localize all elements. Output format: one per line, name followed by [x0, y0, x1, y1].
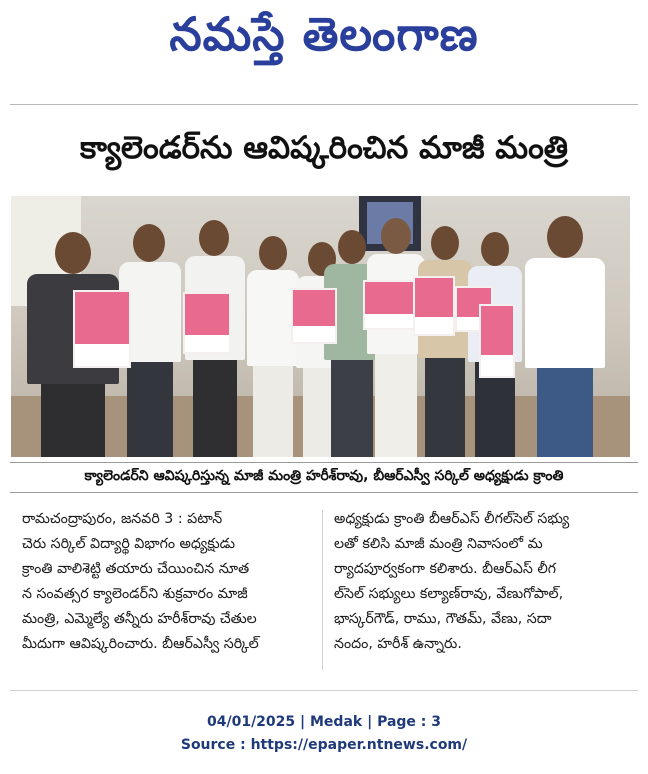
article-line: న సంవత్సర క్యాలెండర్‌ని శుక్రవారం మాజీ [22, 586, 248, 602]
article-line: అధ్యక్షుడు క్రాంతి బీఆర్‌ఎస్ లీగల్‌సెల్ సభ్యు [334, 511, 570, 527]
masthead-divider [10, 104, 638, 105]
caption-top-rule [10, 462, 638, 463]
article-headline: క్యాలెండర్‌ను ఆవిష్కరించిన మాజీ మంత్రి [79, 129, 569, 166]
photo-person [519, 216, 611, 457]
photo-calendar [183, 292, 231, 354]
photo-calendar [363, 280, 415, 330]
column-divider [322, 510, 323, 670]
article-line: ల్‌సెల్ సభ్యులు కల్యాణ్‌రావు, వేణుగోపాల్, [334, 586, 564, 602]
article-line: క్రాంతి వాలిశెట్టి తయారు చేయించిన నూత [22, 561, 250, 577]
article-photo [11, 196, 630, 457]
footer-date-line: 04/01/2025 | Medak | Page : 3 [206, 714, 442, 730]
article-line: నందం, హరీశ్ ఉన్నారు. [334, 636, 462, 652]
article-line: భాస్కర్‌గౌడ్, రాము, గౌతమ్, వేణు, సదా [334, 611, 552, 627]
article-line: ర్యాదపూర్వకంగా కలిశారు. బీఆర్‌ఎస్ లీగ [334, 561, 557, 577]
newspaper-masthead [0, 0, 648, 80]
photo-calendar [413, 276, 455, 336]
article-line: మంత్రి, ఎమ్మెల్యే తన్నీరు హరీశ్‌రావు చేతుల [22, 611, 257, 627]
article-line: మీదుగా ఆవిష్కరించారు. బీఆర్‌ఎస్వీ సర్కిల్ [22, 636, 259, 652]
caption-bottom-rule [10, 492, 638, 493]
article-column-left [22, 507, 319, 657]
article-line: లతో కలిసి మాజీ మంత్రి నివాసంలో మ [334, 536, 543, 552]
footer-source-link[interactable]: Source : https://epaper.ntnews.com/ [180, 737, 468, 753]
article-line: రామచంద్రాపురం, జనవరి 3 : పటాన్ [22, 511, 223, 527]
photo-caption: క్యాలెండర్‌ని ఆవిష్కరిస్తున్న మాజీ మంత్రి హరీశ్‌రావు, బీఆర్‌ఎస్వీ సర్కిల్ అధ్యక్షుడు క్రాంతి [84, 467, 564, 484]
masthead-title: నమస్తే తెలంగాణ [169, 7, 479, 61]
photo-calendar [479, 304, 515, 378]
article-bottom-rule [10, 690, 638, 691]
article-column-right [334, 507, 631, 657]
photo-calendar [291, 288, 337, 344]
article-line: చెరు సర్కిల్ విద్యార్థి విభాగం అధ్యక్షుడు [22, 536, 236, 552]
photo-calendar [73, 290, 131, 368]
